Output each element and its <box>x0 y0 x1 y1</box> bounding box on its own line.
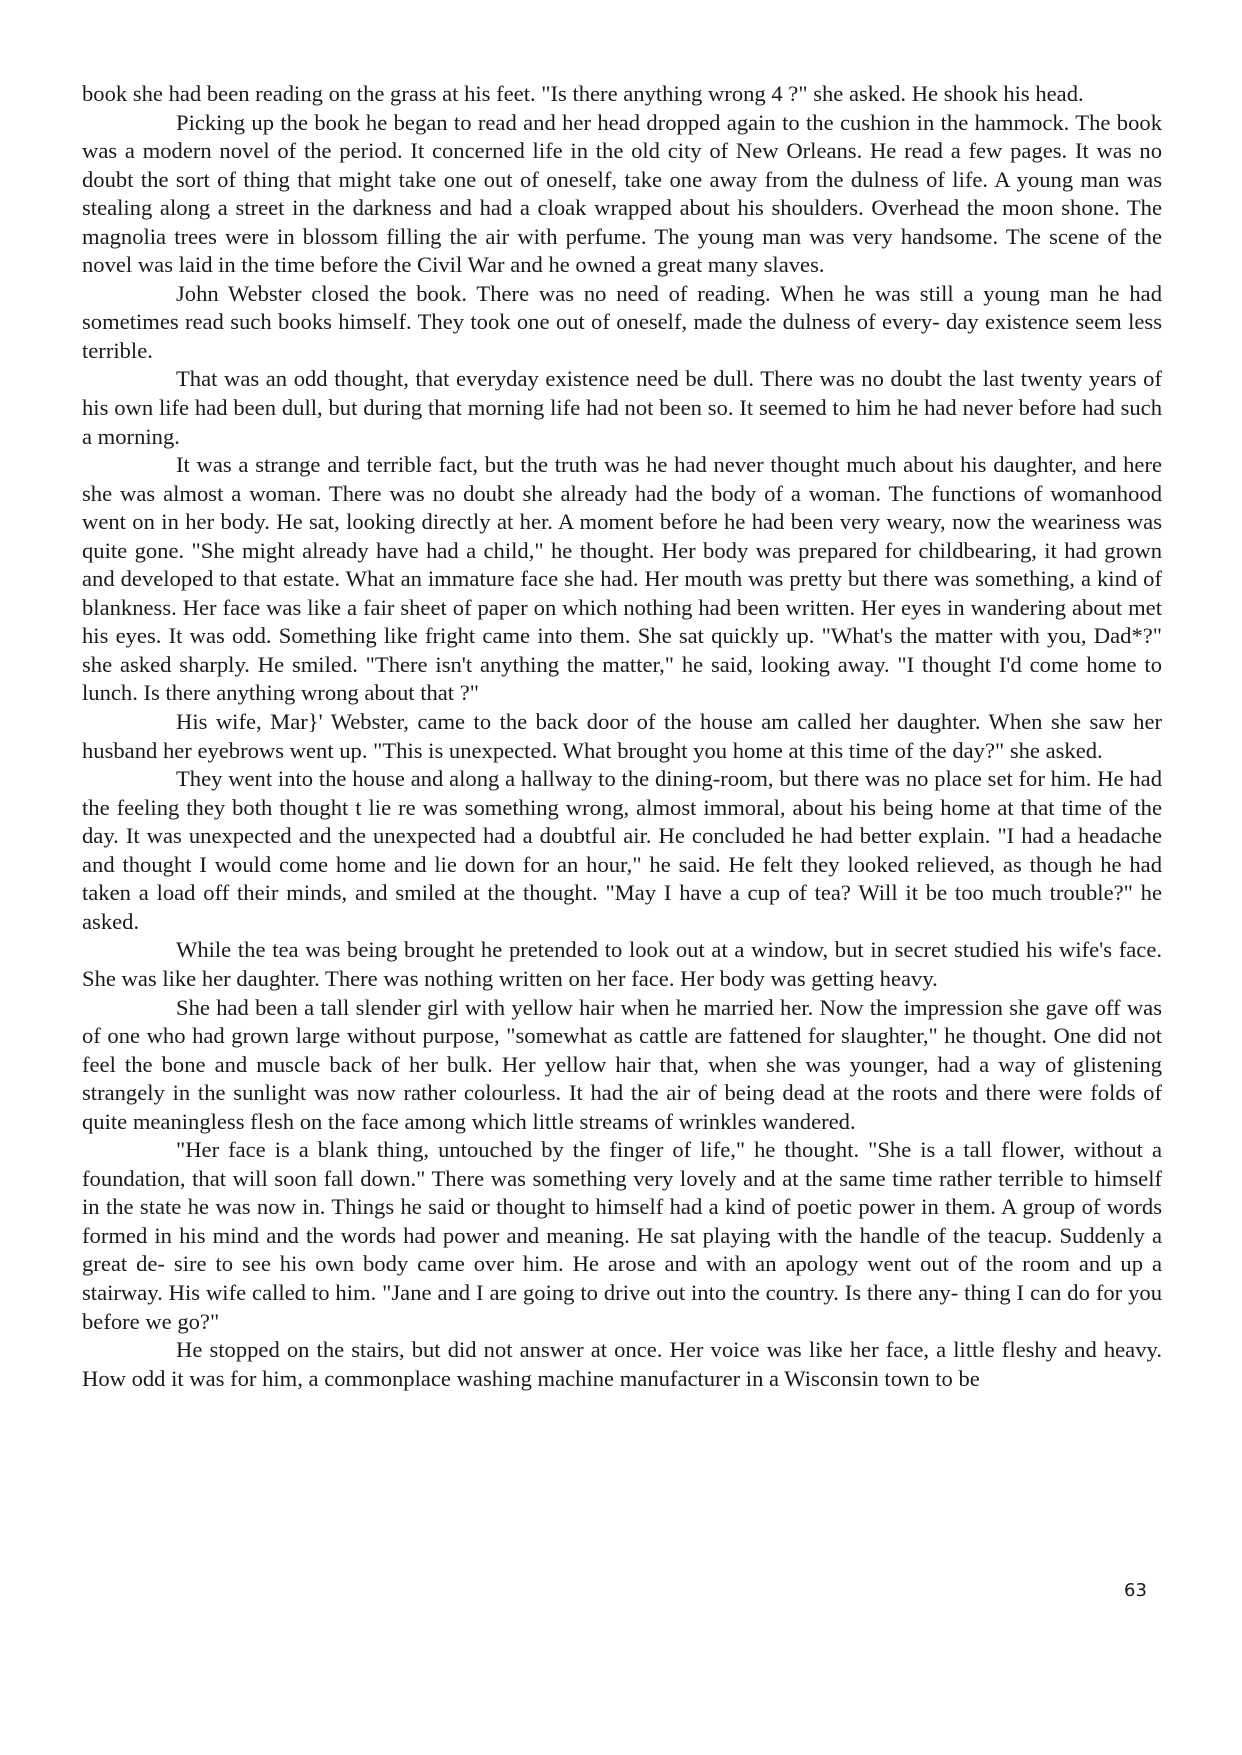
paragraph-8: While the tea was being brought he pretended to look out at a window, but in secret studied his wife's face. She was like her daughter. There was nothing written on her face. Her body was getting heavy. <box>82 937 1162 991</box>
page-body <box>82 80 1162 1393</box>
paragraph-1: book she had been reading on the grass at his feet. "Is there anything wrong 4 ?" she asked. He shook his head. <box>82 81 1084 106</box>
paragraph-6: His wife, Mar}' Webster, came to the back door of the house am called her daughter. When she saw her husband her eyebrows went up. "This is unexpected. What brought you home at this time of the day?" she asked. <box>82 709 1162 763</box>
paragraph-9: She had been a tall slender girl with yellow hair when he married her. Now the impression she gave off was of one who had grown large without purpose, "somewhat as cattle are fattened for slaughter," he thought. One did not feel the bone and muscle back of her bulk. Her yellow hair that, when she was younger, had a way of glistening strangely in the sunlight was now rather colourless. It had the air of being dead at the roots and there were folds of quite meaningless flesh on the face among which little streams of wrinkles wandered. <box>82 994 1162 1134</box>
paragraph-7: They went into the house and along a hallway to the dining-room, but there was no place set for him. He had the feeling they both thought t lie re was something wrong, almost immoral, about his being home at that time of the day. It was unexpected and the unexpected had a doubtful air. He concluded he had better explain. "I had a headache and thought I would come home and lie down for an hour," he said. He felt they looked relieved, as though he had taken a load off their minds, and smiled at the thought. "May I have a cup of tea? Will it be too much trouble?" he asked. <box>82 766 1162 934</box>
paragraph-5: It was a strange and terrible fact, but the truth was he had never thought much about his daughter, and here she was almost a woman. There was no doubt she already had the body of a woman. The functions of womanhood went on in her body. He sat, looking directly at her. A moment before he had been very weary, now the weariness was quite gone. "She might already have had a child," he thought. Her body was prepared for childbearing, it had grown and developed to that estate. What an immature face she had. Her mouth was pretty but there was something, a kind of blankness. Her face was like a fair sheet of paper on which nothing had been written. Her eyes in wandering about met his eyes. It was odd. Something like fright came into them. She sat quickly up. "What's the matter with you, Dad*?" she asked sharply. He smiled. "There isn't anything the matter," he said, looking away. "I thought I'd come home to lunch. Is there anything wrong about that ?" <box>82 452 1162 706</box>
paragraph-2: Picking up the book he began to read and her head dropped again to the cushion in the hammock. The book was a modern novel of the period. It concerned life in the old city of New Orleans. He read a few pages. It was no doubt the sort of thing that might take one out of oneself, take one away from the dulness of life. A young man was stealing along a street in the darkness and had a cloak wrapped about his shoulders. Overhead the moon shone. The magnolia trees were in blossom filling the air with perfume. The young man was very handsome. The scene of the novel was laid in the time before the Civil War and he owned a great many slaves. <box>82 109 1162 278</box>
paragraph-3: John Webster closed the book. There was no need of reading. When he was still a young man he had sometimes read such books himself. They took one out of oneself, made the dulness of every- day existence seem less terrible. <box>82 280 1162 363</box>
paragraph-4: That was an odd thought, that everyday existence need be dull. There was no doubt the last twenty years of his own life had been dull, but during that morning life had not been so. It seemed to him he had never before had such a morning. <box>82 366 1162 449</box>
paragraph-10: "Her face is a blank thing, untouched by the finger of life," he thought. "She is a tall flower, without a foundation, that will soon fall down." There was something very lovely and at the same time rather terrible to himself in the state he was now in. Things he said or thought to himself had a kind of poetic power in them. A group of words formed in his mind and the words had power and meaning. He sat playing with the handle of the teacup. Suddenly a great de- sire to see his own body came over him. He arose and with an apology went out of the room and up a stairway. His wife called to him. "Jane and I are going to drive out into the country. Is there any- thing I can do for you before we go?" <box>82 1137 1162 1334</box>
page-number: 63 <box>1124 1580 1147 1601</box>
paragraph-11: He stopped on the stairs, but did not answer at once. Her voice was like her face, a little fleshy and heavy. How odd it was for him, a commonplace washing machine manufacturer in a Wisconsin town to be <box>82 1337 1162 1391</box>
